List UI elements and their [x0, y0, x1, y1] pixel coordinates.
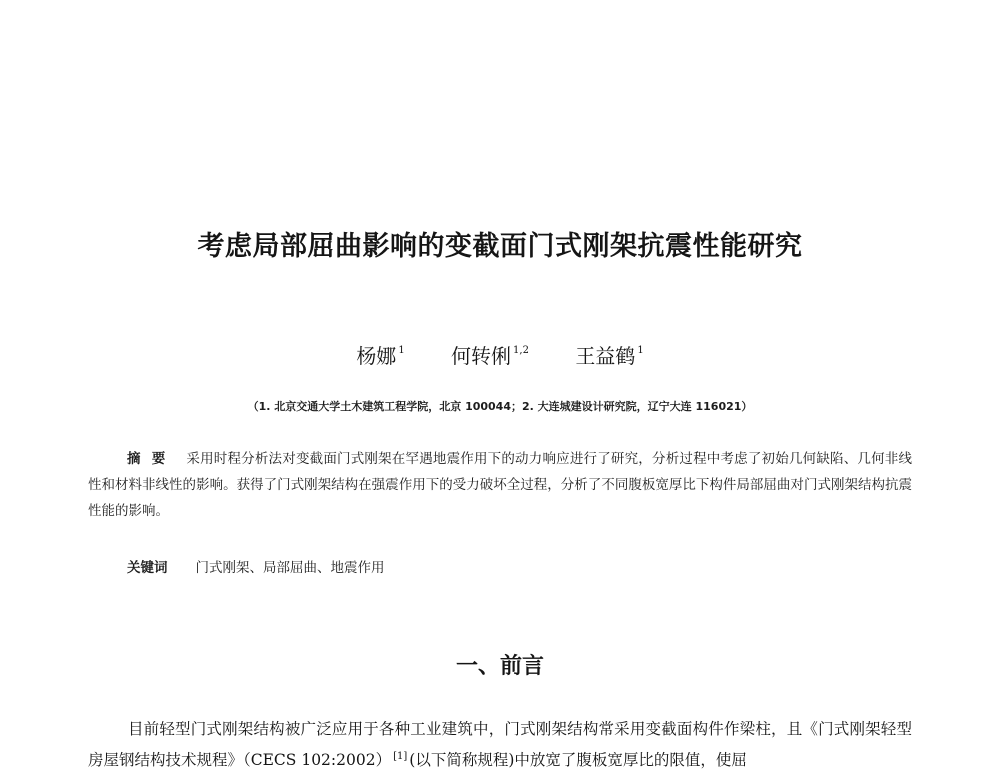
- abstract-label: 摘要: [127, 451, 177, 467]
- keywords-text: 门式刚架、局部屈曲、地震作用: [195, 560, 385, 576]
- body-paragraph: [88, 715, 912, 774]
- abstract-paragraph: [88, 446, 912, 524]
- author-affiliation-mark: 1,2: [513, 345, 529, 356]
- keywords-line: [127, 556, 887, 576]
- author-affiliation-mark: 1: [398, 345, 405, 356]
- author-list: [0, 340, 1000, 369]
- paper-title: 考虑局部屈曲影响的变截面门式刚架抗震性能研究: [197, 231, 803, 262]
- section-heading: 一、前言: [455, 653, 544, 679]
- author-1: [356, 340, 404, 369]
- author-name: 何转俐: [451, 344, 512, 368]
- keywords-label: 关键词: [127, 560, 168, 576]
- author-2: [451, 340, 529, 369]
- author-3: [575, 340, 643, 369]
- author-name: 王益鹤: [575, 344, 636, 368]
- affiliation-line: （1. 北京交通大学土木建筑工程学院，北京 100044；2. 大连城建设计研究院，辽宁大连 116021）: [247, 400, 753, 413]
- body-text-part-2: (以下简称规程)中放宽了腹板宽厚比的限值，使屈: [409, 751, 747, 769]
- body-text-part-1: 目前轻型门式刚架结构被广泛应用于各种工业建筑中，门式刚架结构常采用变截面构件作梁柱，且《门式刚架轻型房屋钢结构技术规程》（CECS 102:2002）: [88, 720, 912, 769]
- author-affiliation-mark: 1: [637, 345, 644, 356]
- abstract-text: 采用时程分析法对变截面门式刚架在罕遇地震作用下的动力响应进行了研究，分析过程中考虑了初始几何缺陷、几何非线性和材料非线性的影响。获得了门式刚架结构在强震作用下的受力破坏全过程，分析了不同腹板宽厚比下构件局部屈曲对门式刚架结构抗震性能的影响。: [88, 451, 913, 519]
- reference-marker: [1]: [393, 751, 408, 762]
- author-name: 杨娜: [356, 344, 397, 368]
